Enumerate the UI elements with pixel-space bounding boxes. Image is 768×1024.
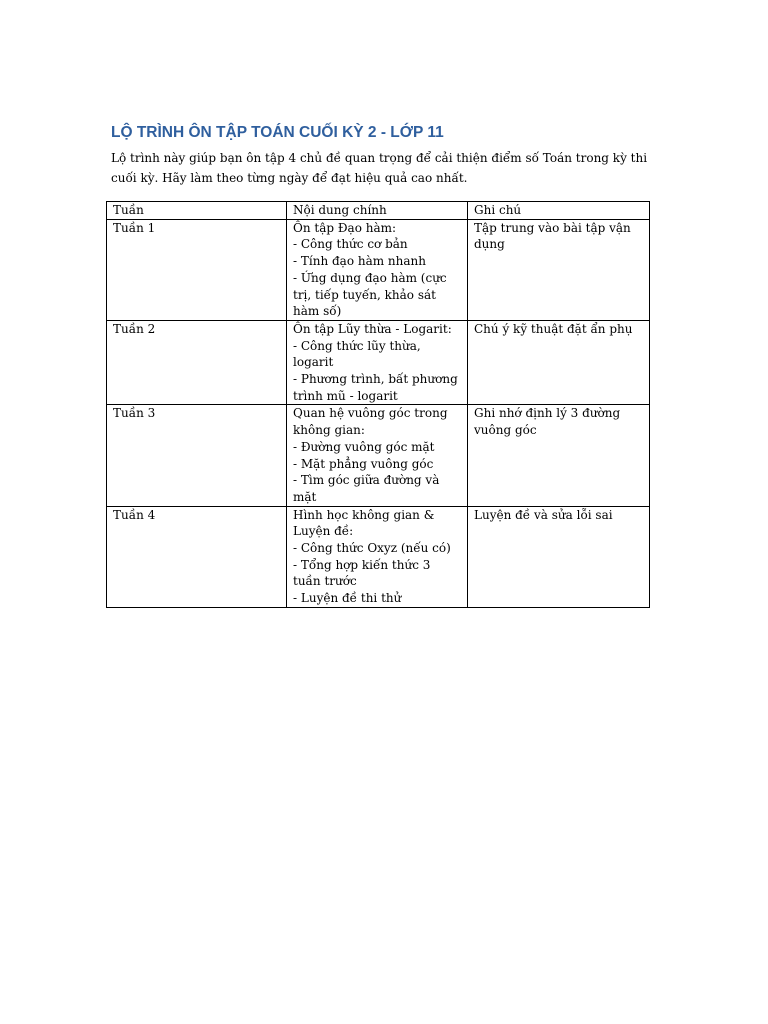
week-cell: Tuần 2 (107, 320, 287, 405)
content-line: - Công thức Oxyz (nếu có) (293, 541, 451, 556)
note-cell: Luyện đề và sửa lỗi sai (468, 506, 650, 607)
document-title: LỘ TRÌNH ÔN TẬP TOÁN CUỐI KỲ 2 - LỚP 11 (111, 124, 444, 141)
table-row (107, 506, 650, 607)
content-cell (287, 506, 468, 607)
study-plan-table (106, 201, 650, 608)
note-cell: Ghi nhớ định lý 3 đường vuông góc (468, 405, 650, 506)
intro-paragraph: Lộ trình này giúp bạn ôn tập 4 chủ đề quan trọng để cải thiện điểm số Toán trong kỳ thi cuối kỳ. Hãy làm theo từng ngày để đạt hiệu quả cao nhất. (111, 151, 648, 185)
content-line: Ôn tập Đạo hàm: (293, 220, 397, 235)
header-note: Ghi chú (468, 202, 650, 220)
content-line: - Tính đạo hàm nhanh (293, 254, 427, 269)
content-line: - Công thức lũy thừa, logarit (293, 338, 421, 370)
content-line: Ôn tập Lũy thừa - Logarit: (293, 321, 452, 336)
content-line: - Đường vuông góc mặt (293, 439, 435, 454)
content-line: Quan hệ vuông góc trong không gian: (293, 406, 448, 438)
header-content: Nội dung chính (287, 202, 468, 220)
content-line: Hình học không gian & Luyện đề: (293, 507, 435, 539)
content-cell (287, 320, 468, 405)
table-row (107, 405, 650, 506)
table-row (107, 320, 650, 405)
week-cell: Tuần 1 (107, 219, 287, 320)
note-cell: Tập trung vào bài tập vận dụng (468, 219, 650, 320)
content-line: - Công thức cơ bản (293, 237, 408, 252)
table-header-row (107, 202, 650, 220)
week-cell: Tuần 3 (107, 405, 287, 506)
content-cell (287, 219, 468, 320)
content-line: - Luyện đề thi thử (293, 591, 402, 606)
content-line: - Ứng dụng đạo hàm (cực trị, tiếp tuyến, khảo sát hàm số) (293, 270, 447, 319)
content-line: - Mặt phẳng vuông góc (293, 456, 434, 471)
content-line: - Tổng hợp kiến thức 3 tuần trước (293, 557, 431, 589)
table-row (107, 219, 650, 320)
note-cell: Chú ý kỹ thuật đặt ẩn phụ (468, 320, 650, 405)
content-line: - Phương trình, bất phương trình mũ - logarit (293, 372, 458, 403)
content-line: - Tìm góc giữa đường và mặt (293, 473, 440, 504)
week-cell: Tuần 4 (107, 506, 287, 607)
header-week: Tuần (107, 202, 287, 220)
content-cell (287, 405, 468, 506)
